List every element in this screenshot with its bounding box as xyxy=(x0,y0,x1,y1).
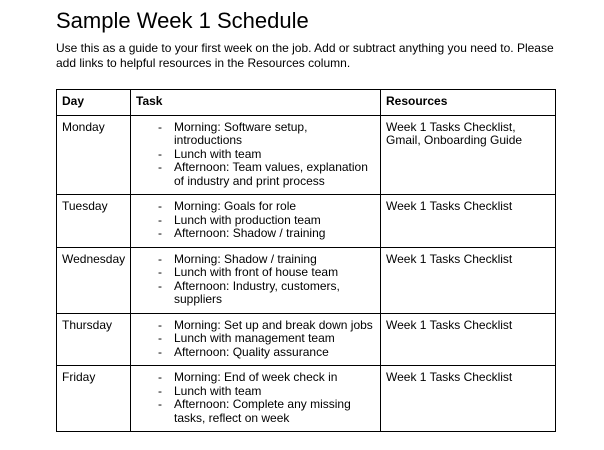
resources-cell[interactable] xyxy=(381,115,556,195)
task-item xyxy=(136,253,375,267)
task-item xyxy=(136,200,375,214)
task-text: Afternoon: Industry, customers, suppliers xyxy=(174,278,340,306)
table-row-tuesday xyxy=(57,195,556,248)
day-cell[interactable]: Wednesday xyxy=(57,247,131,313)
bullet-dash: - xyxy=(158,119,162,134)
table-row-wednesday xyxy=(57,247,556,313)
bullet-dash: - xyxy=(158,265,162,279)
day-cell[interactable]: Thursday xyxy=(57,313,131,366)
table-row-thursday xyxy=(57,313,556,366)
resources-text: Week 1 Tasks Checklist, Gmail, Onboarding Guide xyxy=(386,119,523,147)
task-list xyxy=(136,253,375,307)
task-text: Lunch with management team xyxy=(174,331,335,345)
table-header-row xyxy=(57,90,556,116)
task-list xyxy=(136,371,375,425)
table-row-monday xyxy=(57,115,556,195)
task-text: Morning: Goals for role xyxy=(174,199,297,213)
bullet-dash: - xyxy=(158,370,162,384)
task-cell[interactable] xyxy=(131,195,381,248)
intro-text: Use this as a guide to your first week on the job. Add or subtract anything you need to. Please add links to helpful resources in the Resources column. xyxy=(56,41,554,70)
task-text: Afternoon: Shadow / training xyxy=(174,226,326,240)
bullet-dash: - xyxy=(158,278,162,293)
task-cell[interactable] xyxy=(131,115,381,195)
schedule-table xyxy=(56,89,556,432)
header-day: Day xyxy=(57,90,131,116)
task-list xyxy=(136,319,375,360)
task-item xyxy=(136,214,375,228)
bullet-dash: - xyxy=(158,383,162,398)
bullet-dash: - xyxy=(158,226,162,240)
bullet-dash: - xyxy=(158,199,162,213)
resources-text: Week 1 Tasks Checklist xyxy=(386,251,513,266)
task-text: Morning: End of week check in xyxy=(174,370,338,384)
page-title: Sample Week 1 Schedule xyxy=(56,8,309,33)
task-text: Lunch with front of house team xyxy=(174,265,339,279)
bullet-dash: - xyxy=(158,317,162,332)
task-item xyxy=(136,346,375,360)
resources-cell[interactable] xyxy=(381,195,556,248)
resources-cell[interactable] xyxy=(381,366,556,432)
bullet-dash: - xyxy=(158,397,162,411)
resources-text: Week 1 Tasks Checklist xyxy=(386,317,513,332)
header-resources: Resources xyxy=(381,90,556,116)
task-item xyxy=(136,227,375,241)
task-cell[interactable] xyxy=(131,313,381,366)
resources-text: Week 1 Tasks Checklist xyxy=(386,199,513,213)
task-text: Lunch with team xyxy=(174,146,262,161)
task-text: Morning: Shadow / training xyxy=(174,251,317,266)
resources-text: Week 1 Tasks Checklist xyxy=(386,370,513,384)
task-item xyxy=(136,319,375,333)
task-text: Afternoon: Team values, explanation of industry and print process xyxy=(174,160,368,188)
bullet-dash: - xyxy=(158,331,162,345)
bullet-dash: - xyxy=(158,146,162,161)
header-task: Task xyxy=(131,90,381,116)
task-item xyxy=(136,148,375,162)
task-item xyxy=(136,332,375,346)
task-item xyxy=(136,280,375,307)
task-item xyxy=(136,266,375,280)
task-cell[interactable] xyxy=(131,366,381,432)
task-list xyxy=(136,200,375,241)
task-text: Lunch with team xyxy=(174,383,262,398)
task-item xyxy=(136,161,375,188)
task-text: Morning: Set up and break down jobs xyxy=(174,317,373,332)
resources-cell[interactable] xyxy=(381,313,556,366)
resources-cell[interactable] xyxy=(381,247,556,313)
task-text: Afternoon: Quality assurance xyxy=(174,344,329,359)
bullet-dash: - xyxy=(158,160,162,174)
task-list xyxy=(136,121,375,189)
task-text: Afternoon: Complete any missing tasks, reflect on week xyxy=(174,397,351,425)
table-row-friday xyxy=(57,366,556,432)
task-text: Morning: Software setup, introductions xyxy=(174,119,308,147)
task-item xyxy=(136,371,375,385)
task-cell[interactable] xyxy=(131,247,381,313)
day-cell[interactable]: Tuesday xyxy=(57,195,131,248)
bullet-dash: - xyxy=(158,212,162,227)
bullet-dash: - xyxy=(158,344,162,359)
bullet-dash: - xyxy=(158,251,162,266)
task-item xyxy=(136,121,375,148)
day-cell[interactable]: Friday xyxy=(57,366,131,432)
task-text: Lunch with production team xyxy=(174,212,321,227)
task-item xyxy=(136,398,375,425)
day-cell[interactable]: Monday xyxy=(57,115,131,195)
task-item xyxy=(136,385,375,399)
